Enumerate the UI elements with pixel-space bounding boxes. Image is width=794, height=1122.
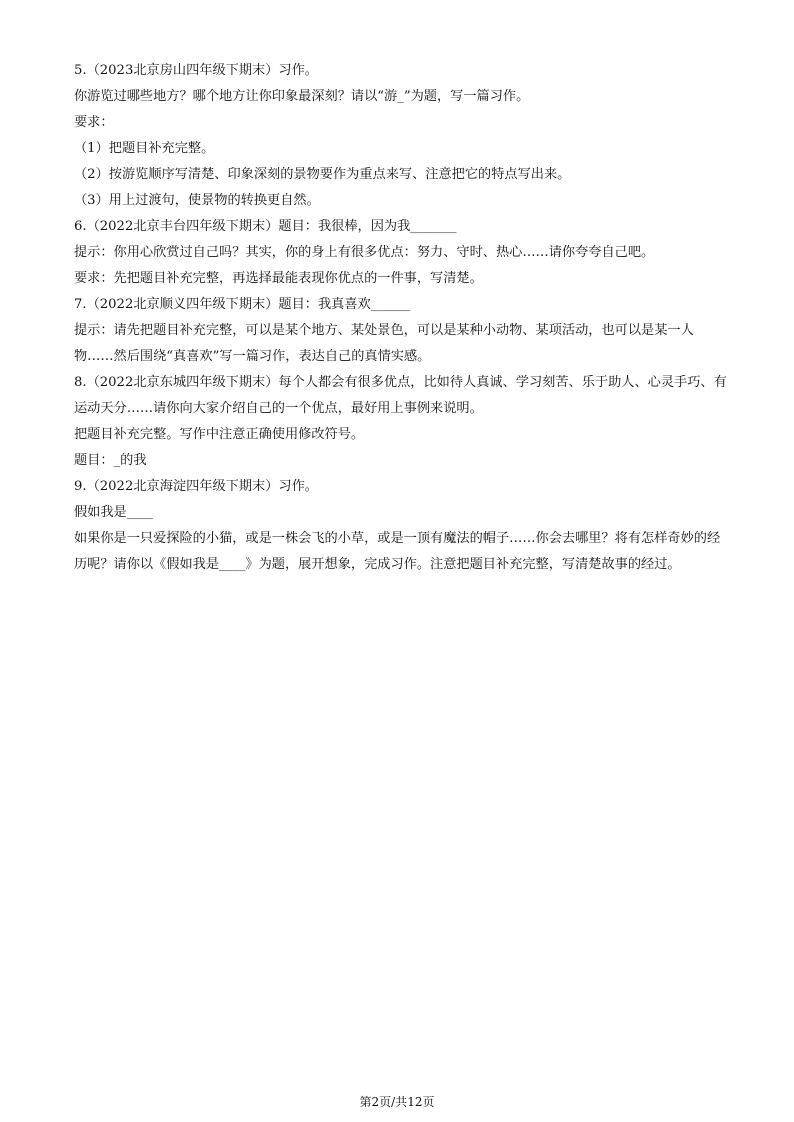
question-5-prompt: 你游览过哪些地方？哪个地方让你印象最深刻？请以“游_”为题，写一篇习作。 (74, 89, 530, 104)
page-number: 第2页/共12页 (359, 1095, 435, 1109)
question-8-header: 8.（2022北京东城四年级下期末）每个人都会有很多优点，比如待人真诚、学习刻苦、乐于助人、心灵手巧、有运动天分……请你向大家介绍自己的一个优点，最好用上事例来说明。 (74, 375, 727, 416)
question-6 (74, 214, 730, 292)
document-body (74, 58, 730, 578)
question-6-hint: 提示：你用心欣赏过自己吗？其实，你的身上有很多优点：努力、守时、热心……请你夸夸自己吧。 (74, 245, 655, 260)
question-7-hint: 提示：请先把题目补充完整，可以是某个地方、某处景色，可以是某种小动物、某项活动，也可以是某一人物……然后围绕“真喜欢”写一篇习作，表达自己的真情实感。 (74, 323, 694, 364)
question-9-header: 9.（2022北京海淀四年级下期末）习作。 (74, 479, 318, 494)
question-9-title: 假如我是____ (74, 505, 154, 520)
question-7 (74, 292, 730, 370)
question-5-requirement-1: （1）把题目补充完整。 (74, 141, 215, 156)
question-9 (74, 474, 730, 578)
question-8-instruction: 把题目补充完整。写作中注意正确使用修改符号。 (74, 427, 365, 442)
question-7-header: 7.（2022北京顺义四年级下期末）题目：我真喜欢______ (74, 297, 411, 312)
question-5 (74, 58, 730, 214)
question-5-requirement-2: （2）按游览顺序写清楚、印象深刻的景物要作为重点来写、注意把它的特点写出来。 (74, 167, 571, 182)
question-5-header: 5.（2023北京房山四年级下期末）习作。 (74, 63, 318, 78)
question-9-prompt: 如果你是一只爱探险的小猫，或是一株会飞的小草，或是一顶有魔法的帽子……你会去哪里？将有怎样奇妙的经历呢？请你以《假如我是____》为题，展开想象，完成习作。注意把题目补充完整，写清楚故事的经过。 (74, 531, 721, 572)
question-6-header: 6.（2022北京丰台四年级下期末）题目：我很棒，因为我_______ (74, 219, 457, 234)
question-8-title: 题目：_的我 (74, 453, 147, 468)
question-5-requirement-3: （3）用上过渡句，使景物的转换更自然。 (74, 193, 320, 208)
question-5-requirements-label: 要求： (74, 115, 114, 130)
question-6-requirement: 要求：先把题目补充完整，再选择最能表现你优点的一件事，写清楚。 (74, 271, 483, 286)
question-8 (74, 370, 730, 474)
